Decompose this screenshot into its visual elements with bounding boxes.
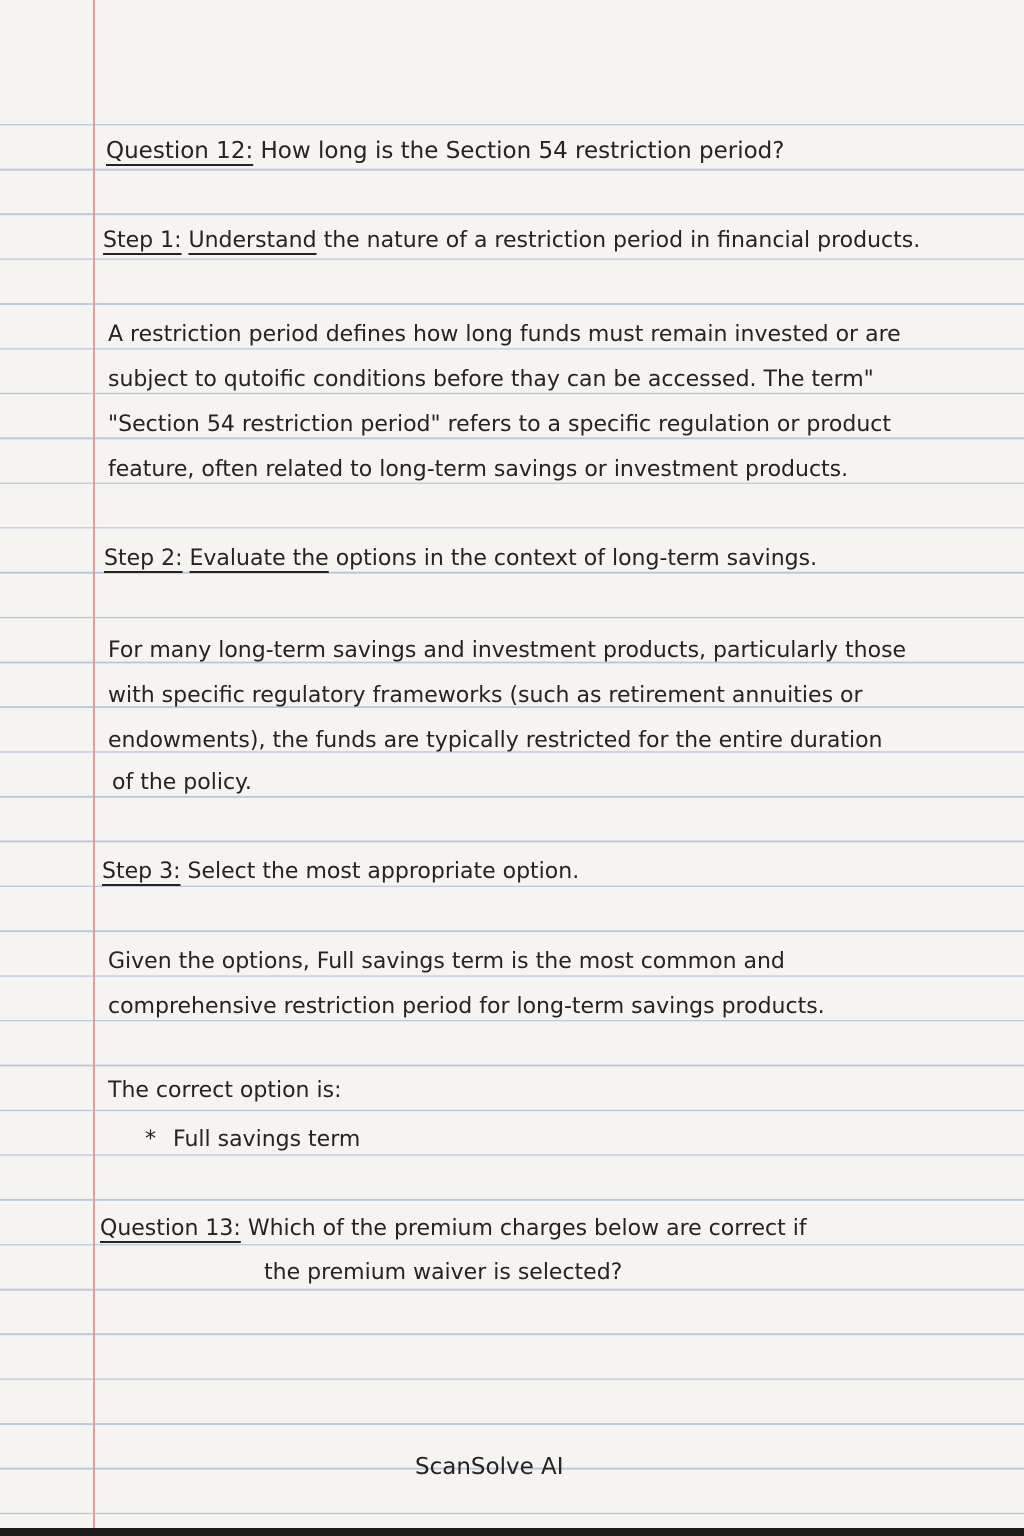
question-12-label: Question 12: (106, 138, 254, 164)
step-3-heading (102, 861, 579, 883)
question-13-line-2: the premium waiver is selected? (264, 1260, 623, 1285)
footer-brand: ScanSolve AI (415, 1454, 564, 1480)
page-top-margin (0, 0, 1024, 122)
para-1-line: feature, often related to long-term savings or investment products. (108, 457, 849, 482)
para-2-line: with specific regulatory frameworks (such as retirement annuities or (108, 683, 863, 708)
answer-option (145, 1129, 360, 1151)
step-2-heading (104, 548, 817, 570)
para-2-line: endowments), the funds are typically restricted for the entire duration (108, 728, 883, 753)
bullet-marker: * (145, 1127, 156, 1152)
question-13-heading (100, 1218, 807, 1240)
para-2-line: of the policy. (112, 770, 252, 795)
para-3-line: Given the options, Full savings term is the most common and (108, 949, 785, 974)
para-2-line: For many long-term savings and investment products, particularly those (108, 638, 907, 663)
para-1-line: "Section 54 restriction period" refers to a specific regulation or product (108, 412, 891, 437)
step-2-label: Step 2: (104, 546, 183, 571)
step-1-label: Step 1: (103, 228, 182, 253)
margin-line (93, 0, 95, 1528)
step-1-heading (103, 230, 920, 252)
step-1-underlined: Understand (188, 228, 317, 253)
question-13-label: Question 13: (100, 1216, 241, 1241)
question-12-heading (106, 140, 784, 163)
para-1-line: subject to qutoific conditions before thay can be accessed. The term" (108, 367, 874, 392)
step-2-text: options in the context of long-term savings. (335, 546, 818, 571)
para-1-line: A restriction period defines how long funds must remain invested or are (108, 322, 901, 347)
question-13-line-1: Which of the premium charges below are correct if (247, 1216, 807, 1241)
answer-option-text: Full savings term (173, 1127, 361, 1152)
step-1-text: the nature of a restriction period in financial products. (323, 228, 921, 253)
step-3-label: Step 3: (102, 859, 181, 884)
answer-intro: The correct option is: (108, 1078, 342, 1103)
step-3-text: Select the most appropriate option. (187, 859, 580, 884)
para-3-line: comprehensive restriction period for long-term savings products. (108, 994, 825, 1019)
step-2-underlined: Evaluate the (189, 546, 329, 571)
question-12-text: How long is the Section 54 restriction period? (260, 138, 785, 164)
